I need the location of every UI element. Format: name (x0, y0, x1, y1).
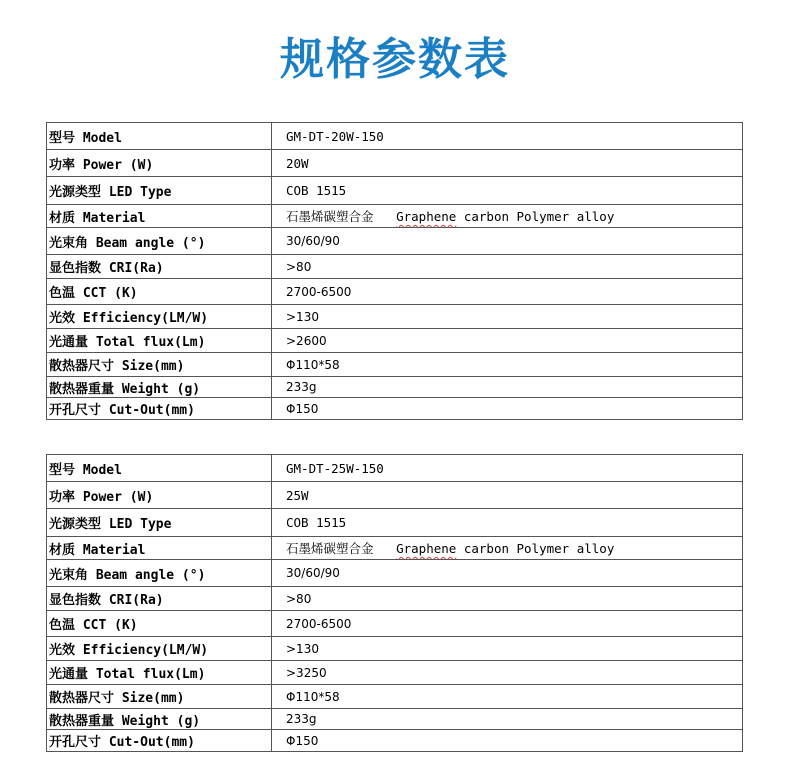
table-row (47, 637, 743, 661)
row-value: Φ110*58 (272, 685, 743, 709)
row-value: 25W (272, 482, 743, 509)
table-row (47, 730, 743, 752)
row-value: 233g (272, 377, 743, 398)
table-row (47, 482, 743, 509)
row-label: 散热器重量 Weight (g) (47, 377, 272, 398)
table-row (47, 455, 743, 482)
row-label: 色温 CCT (K) (47, 279, 272, 305)
row-label: 光效 Efficiency(LM/W) (47, 637, 272, 661)
row-value: 20W (272, 150, 743, 177)
row-label: 开孔尺寸 Cut-Out(mm) (47, 730, 272, 752)
row-label: 材质 Material (47, 205, 272, 228)
row-value-material (272, 537, 743, 560)
row-label: 散热器尺寸 Size(mm) (47, 353, 272, 377)
row-label: 散热器尺寸 Size(mm) (47, 685, 272, 709)
row-value: 2700-6500 (272, 279, 743, 305)
row-value: >80 (272, 587, 743, 611)
row-value: GM-DT-25W-150 (272, 455, 743, 482)
row-value: 2700-6500 (272, 611, 743, 637)
row-label: 光束角 Beam angle (°) (47, 228, 272, 255)
material-cn: 石墨烯碳塑合金 (286, 541, 374, 556)
row-label: 光通量 Total flux(Lm) (47, 329, 272, 353)
table-row (47, 509, 743, 537)
row-label: 开孔尺寸 Cut-Out(mm) (47, 398, 272, 420)
row-label: 材质 Material (47, 537, 272, 560)
material-cn: 石墨烯碳塑合金 (286, 209, 374, 224)
table-row (47, 611, 743, 637)
row-label: 显色指数 CRI(Ra) (47, 255, 272, 279)
material-rest: carbon Polymer alloy (463, 209, 615, 224)
table-row (47, 537, 743, 560)
table-row (47, 353, 743, 377)
row-value: COB 1515 (272, 509, 743, 537)
material-rest: carbon Polymer alloy (463, 541, 615, 556)
material-word: Graphene (396, 541, 457, 556)
table-row (47, 123, 743, 150)
table-row (47, 305, 743, 329)
row-value: Φ110*58 (272, 353, 743, 377)
row-label: 显色指数 CRI(Ra) (47, 587, 272, 611)
table-row (47, 661, 743, 685)
page-title: 规格参数表 (280, 34, 510, 85)
row-value: >130 (272, 305, 743, 329)
table-row (47, 205, 743, 228)
row-value: 233g (272, 709, 743, 730)
row-value: >3250 (272, 661, 743, 685)
table-row (47, 177, 743, 205)
spec-table-20w (46, 122, 743, 420)
table-row (47, 587, 743, 611)
table-row (47, 329, 743, 353)
row-value: GM-DT-20W-150 (272, 123, 743, 150)
row-value: Φ150 (272, 398, 743, 420)
table-row (47, 685, 743, 709)
row-label: 光通量 Total flux(Lm) (47, 661, 272, 685)
table-row (47, 255, 743, 279)
row-label: 散热器重量 Weight (g) (47, 709, 272, 730)
table-row (47, 150, 743, 177)
row-label: 型号 Model (47, 123, 272, 150)
row-value: >80 (272, 255, 743, 279)
row-label: 色温 CCT (K) (47, 611, 272, 637)
row-value: 30/60/90 (272, 228, 743, 255)
table-row (47, 560, 743, 587)
table-row (47, 377, 743, 398)
table-row (47, 709, 743, 730)
row-label: 光束角 Beam angle (°) (47, 560, 272, 587)
row-value-material (272, 205, 743, 228)
row-value: >130 (272, 637, 743, 661)
table-row (47, 279, 743, 305)
table-row (47, 228, 743, 255)
material-word: Graphene (396, 209, 457, 224)
row-value: 30/60/90 (272, 560, 743, 587)
table-row (47, 398, 743, 420)
spec-table-25w (46, 454, 743, 752)
row-value: >2600 (272, 329, 743, 353)
row-label: 型号 Model (47, 455, 272, 482)
row-label: 功率 Power (W) (47, 150, 272, 177)
row-label: 光源类型 LED Type (47, 509, 272, 537)
row-value: Φ150 (272, 730, 743, 752)
row-label: 光效 Efficiency(LM/W) (47, 305, 272, 329)
row-label: 光源类型 LED Type (47, 177, 272, 205)
row-label: 功率 Power (W) (47, 482, 272, 509)
row-value: COB 1515 (272, 177, 743, 205)
